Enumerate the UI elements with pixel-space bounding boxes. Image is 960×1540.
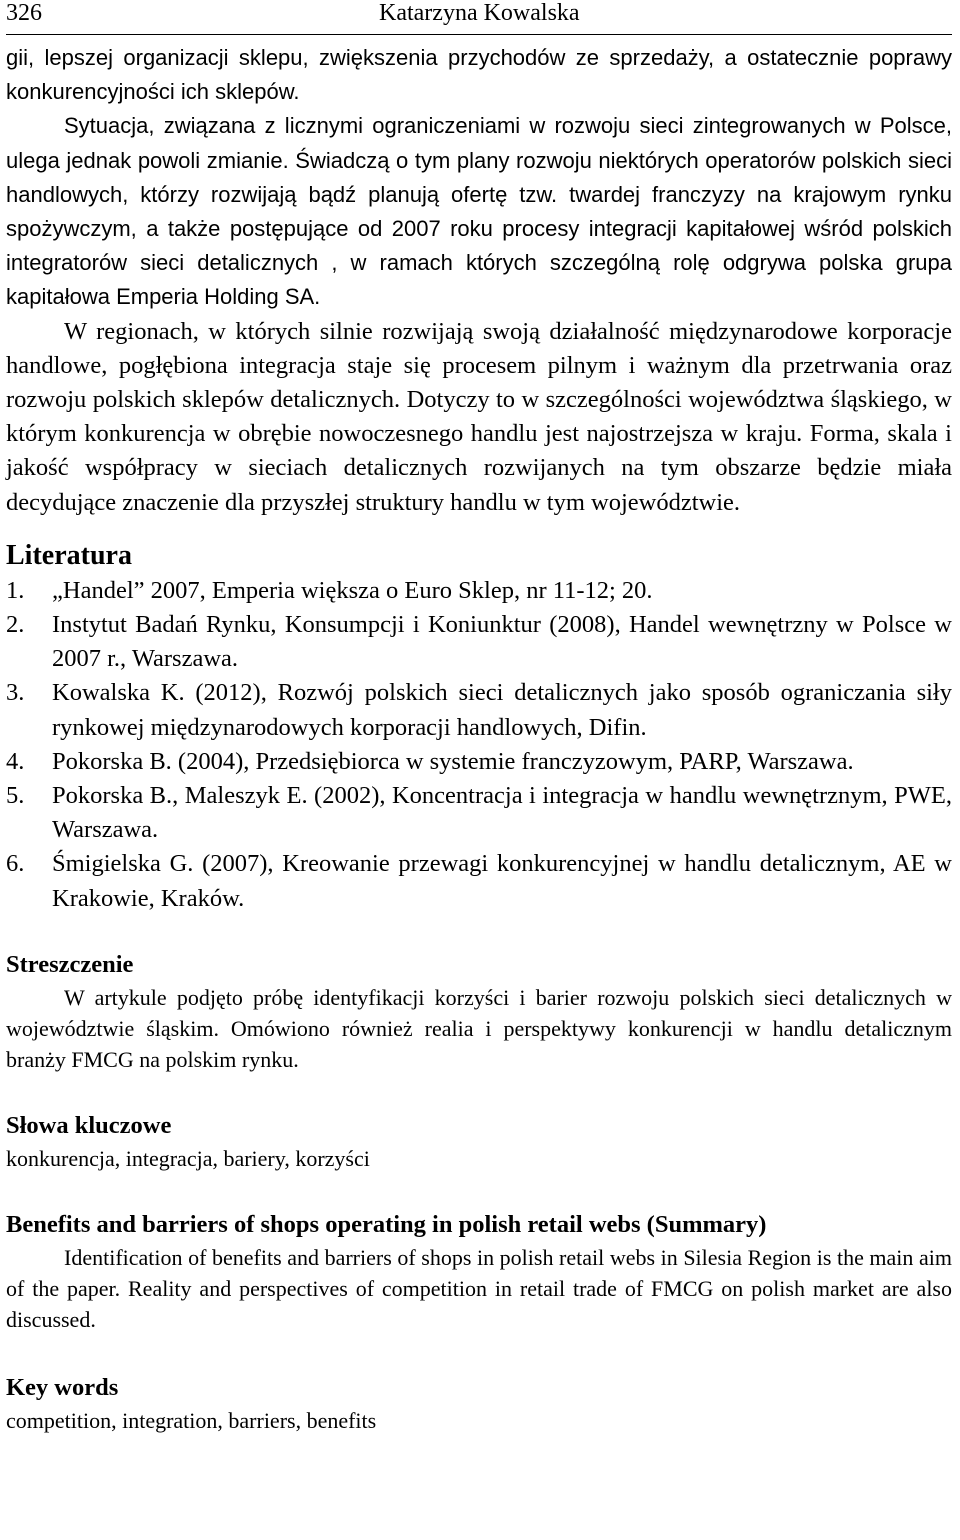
reference-item	[6, 574, 952, 608]
reference-number: 1.	[6, 576, 25, 604]
reference-number: 3.	[6, 679, 25, 707]
reference-text: Śmigielska G. (2007), Kreowanie przewagi konkurencyjnej w handlu detalicznym, AE w Krakowie, Kraków.	[52, 850, 952, 912]
body-paragraph-1: gii, lepszej organizacji sklepu, zwiększenia przychodów ze sprzedaży, a ostatecznie poprawy konkurencyjności ich sklepów.	[6, 45, 952, 105]
summary-text: Identification of benefits and barriers of shops in polish retail webs in Silesia Region is the main aim of the paper. Reality and perspectives of competition in retail trade of FMCG on polish market are also discussed.	[6, 1244, 952, 1332]
reference-item	[6, 779, 952, 847]
slowa-kluczowe-heading: Słowa kluczowe	[6, 1111, 172, 1139]
reference-list	[6, 574, 952, 916]
reference-number: 6.	[6, 850, 25, 878]
summary-heading: Benefits and barriers of shops operating in polish retail webs (Summary)	[6, 1210, 767, 1238]
key-words-heading: Key words	[6, 1373, 119, 1401]
running-author: Katarzyna Kowalska	[379, 0, 580, 26]
reference-item	[6, 847, 952, 915]
reference-text: Kowalska K. (2012), Rozwój polskich sieci detalicznych jako sposób ograniczania siły rynkowej międzynarodowych korporacji handlowych, Difin.	[52, 679, 952, 741]
reference-item	[6, 745, 952, 779]
slowa-kluczowe-section	[6, 1109, 952, 1174]
reference-text: Pokorska B. (2004), Przedsiębiorca w systemie franczyzowym, PARP, Warszawa.	[52, 747, 854, 775]
key-words-text: competition, integration, barriers, benefits	[6, 1407, 377, 1433]
reference-item	[6, 608, 952, 676]
reference-text: Instytut Badań Rynku, Konsumpcji i Koniunktur (2008), Handel wewnętrzny w Polsce w 2007 r., Warszawa.	[52, 611, 952, 673]
literatura-heading: Literatura	[6, 539, 132, 571]
body-paragraph-3: W regionach, w których silnie rozwijają swoją działalność międzynarodowe korporacje handlowe, pogłębiona integracja staje się procesem pilnym i ważnym dla przetrwania oraz rozwoju polskich sklepów detalicznych. Dotyczy to w szczególności województwa śląskiego, w którym konkurencja w obrębie nowoczesnego handlu jest najostrzejsza w kraju. Forma, skala i jakość współpracy w sieciach detalicznych rozwijanych na tym obszarze będzie miała decydujące znaczenie dla przyszłej struktury handlu w tym województwie.	[6, 317, 952, 516]
summary-section	[6, 1208, 952, 1335]
reference-number: 5.	[6, 782, 25, 810]
streszczenie-section	[6, 948, 952, 1075]
running-header	[6, 0, 952, 35]
reference-item	[6, 676, 952, 744]
streszczenie-heading: Streszczenie	[6, 950, 134, 978]
reference-number: 4.	[6, 747, 25, 775]
body-paragraph-2: Sytuacja, związana z licznymi ograniczeniami w rozwoju sieci zintegrowanych w Polsce, ulega jednak powoli zmianie. Świadczą o tym plany rozwoju niektórych operatorów polskich sieci handlowych, którzy rozwijają bądź planują ofertę tzw. twardej franczyzy na krajowym rynku spożywczym, a także postępujące od 2007 roku procesy integracji kapitałowej wśród polskich integratorów sieci detalicznych , w ramach których szczególną rolę odgrywa polska grupa kapitałowa Emperia Holding SA.	[6, 113, 952, 310]
reference-text: „Handel” 2007, Emperia większa o Euro Sklep, nr 11-12; 20.	[52, 576, 653, 604]
reference-number: 2.	[6, 611, 25, 639]
page-number: 326	[6, 0, 42, 26]
reference-text: Pokorska B., Maleszyk E. (2002), Koncentracja i integracja w handlu wewnętrznym, PWE, Warszawa.	[52, 782, 952, 844]
key-words-section	[6, 1371, 952, 1436]
slowa-kluczowe-text: konkurencja, integracja, bariery, korzyści	[6, 1145, 370, 1171]
streszczenie-text: W artykule podjęto próbę identyfikacji korzyści i barier rozwoju polskich sieci detalicznych w województwie śląskim. Omówiono również realia i perspektywy konkurencji w handlu detalicznym branży FMCG na polskim rynku.	[6, 984, 952, 1072]
